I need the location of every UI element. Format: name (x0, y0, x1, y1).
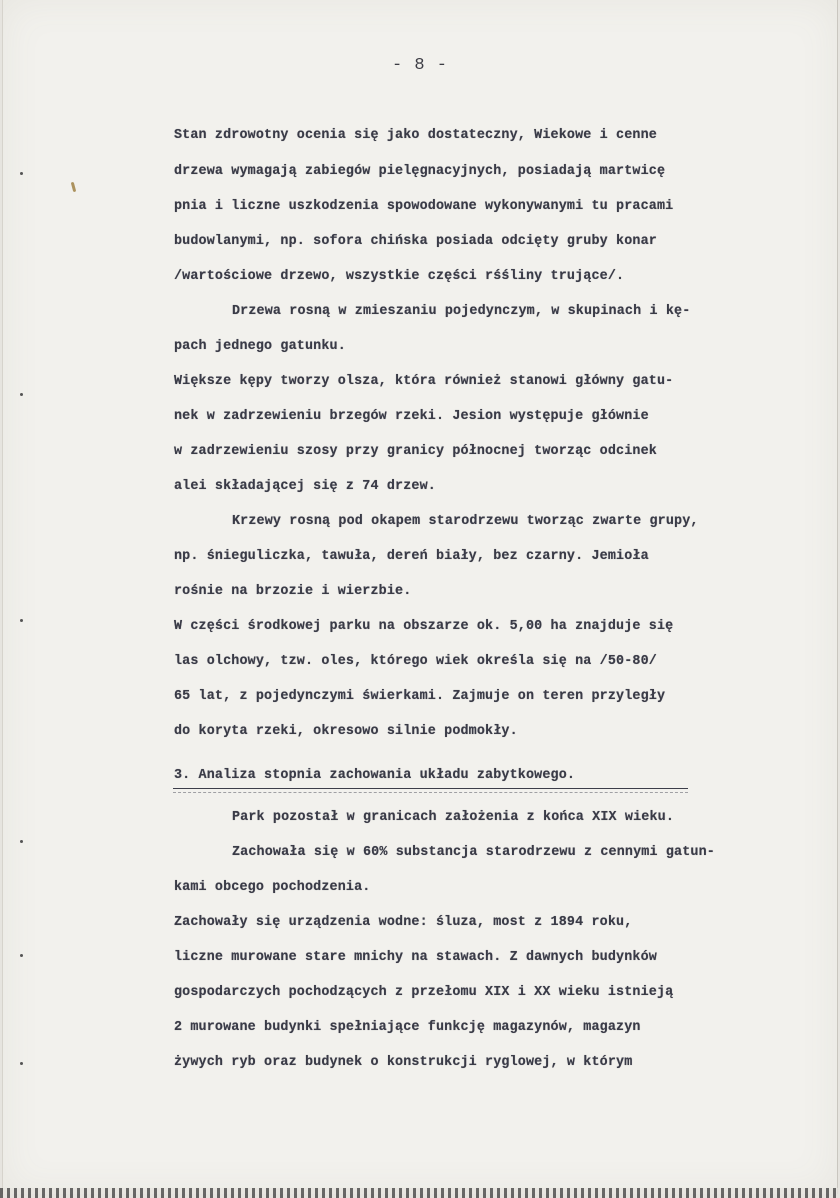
margin-dot (20, 840, 23, 843)
text-line: kami obcego pochodzenia. (174, 880, 371, 895)
heading-underline (173, 788, 688, 789)
text-line: rośnie na brzozie i wierzbie. (174, 584, 412, 599)
paper-sheet (2, 0, 838, 1194)
text-line: do koryta rzeki, okresowo silnie podmokły. (174, 724, 518, 739)
text-line: budowlanymi, np. sofora chińska posiada odcięty gruby konar (174, 234, 657, 249)
text-line: gospodarczych pochodzących z przełomu XIX i XX wieku istnieją (174, 985, 674, 1000)
text-line: W części środkowej parku na obszarze ok. 5,00 ha znajduje się (174, 619, 674, 634)
text-line: 65 lat, z pojedynczymi świerkami. Zajmuje on teren przyległy (174, 689, 666, 704)
heading-underline (173, 792, 688, 793)
text-line: drzewa wymagają zabiegów pielęgnacyjnych, posiadają martwicę (174, 164, 666, 179)
text-line: Większe kępy tworzy olsza, która również stanowi główny gatu- (174, 374, 674, 389)
text-line: nek w zadrzewieniu brzegów rzeki. Jesion występuje głównie (174, 409, 649, 424)
text-line: /wartościowe drzewo, wszystkie części rśśliny trujące/. (174, 269, 625, 284)
text-line: Drzewa rosną w zmieszaniu pojedynczym, w skupinach i kę- (232, 304, 691, 319)
margin-dot (20, 954, 23, 957)
text-line: liczne murowane stare mnichy na stawach. Z dawnych budynków (174, 950, 657, 965)
text-line: las olchowy, tzw. oles, którego wiek określa się na /50-80/ (174, 654, 657, 669)
page-number: - 8 - (391, 56, 448, 75)
text-line: np. śnieguliczka, tawuła, dereń biały, bez czarny. Jemioła (174, 549, 649, 564)
text-line: pach jednego gatunku. (174, 339, 346, 354)
text-line: w zadrzewieniu szosy przy granicy północnej tworząc odcinek (174, 444, 657, 459)
margin-dot (20, 172, 23, 175)
text-line: Zachowały się urządzenia wodne: śluza, most z 1894 roku, (174, 915, 633, 930)
text-line: żywych ryb oraz budynek o konstrukcji ryglowej, w którym (174, 1055, 633, 1070)
text-line: Zachowała się w 60% substancja starodrzewu z cennymi gatun- (232, 845, 715, 860)
text-line: Krzewy rosną pod okapem starodrzewu tworząc zwarte grupy, (232, 514, 699, 529)
text-line: 2 murowane budynki spełniające funkcję magazynów, magazyn (174, 1020, 641, 1035)
section-heading: 3. Analiza stopnia zachowania układu zabytkowego. (174, 768, 576, 783)
margin-dot (20, 1062, 23, 1065)
margin-dot (20, 619, 23, 622)
text-line: alei składającej się z 74 drzew. (174, 479, 436, 494)
text-line: Stan zdrowotny ocenia się jako dostateczny, Wiekowe i cenne (174, 128, 657, 143)
scan-edge (0, 1188, 840, 1198)
text-line: Park pozostał w granicach założenia z końca XIX wieku. (232, 810, 675, 825)
margin-dot (20, 393, 23, 396)
text-line: pnia i liczne uszkodzenia spowodowane wykonywanymi tu pracami (174, 199, 674, 214)
